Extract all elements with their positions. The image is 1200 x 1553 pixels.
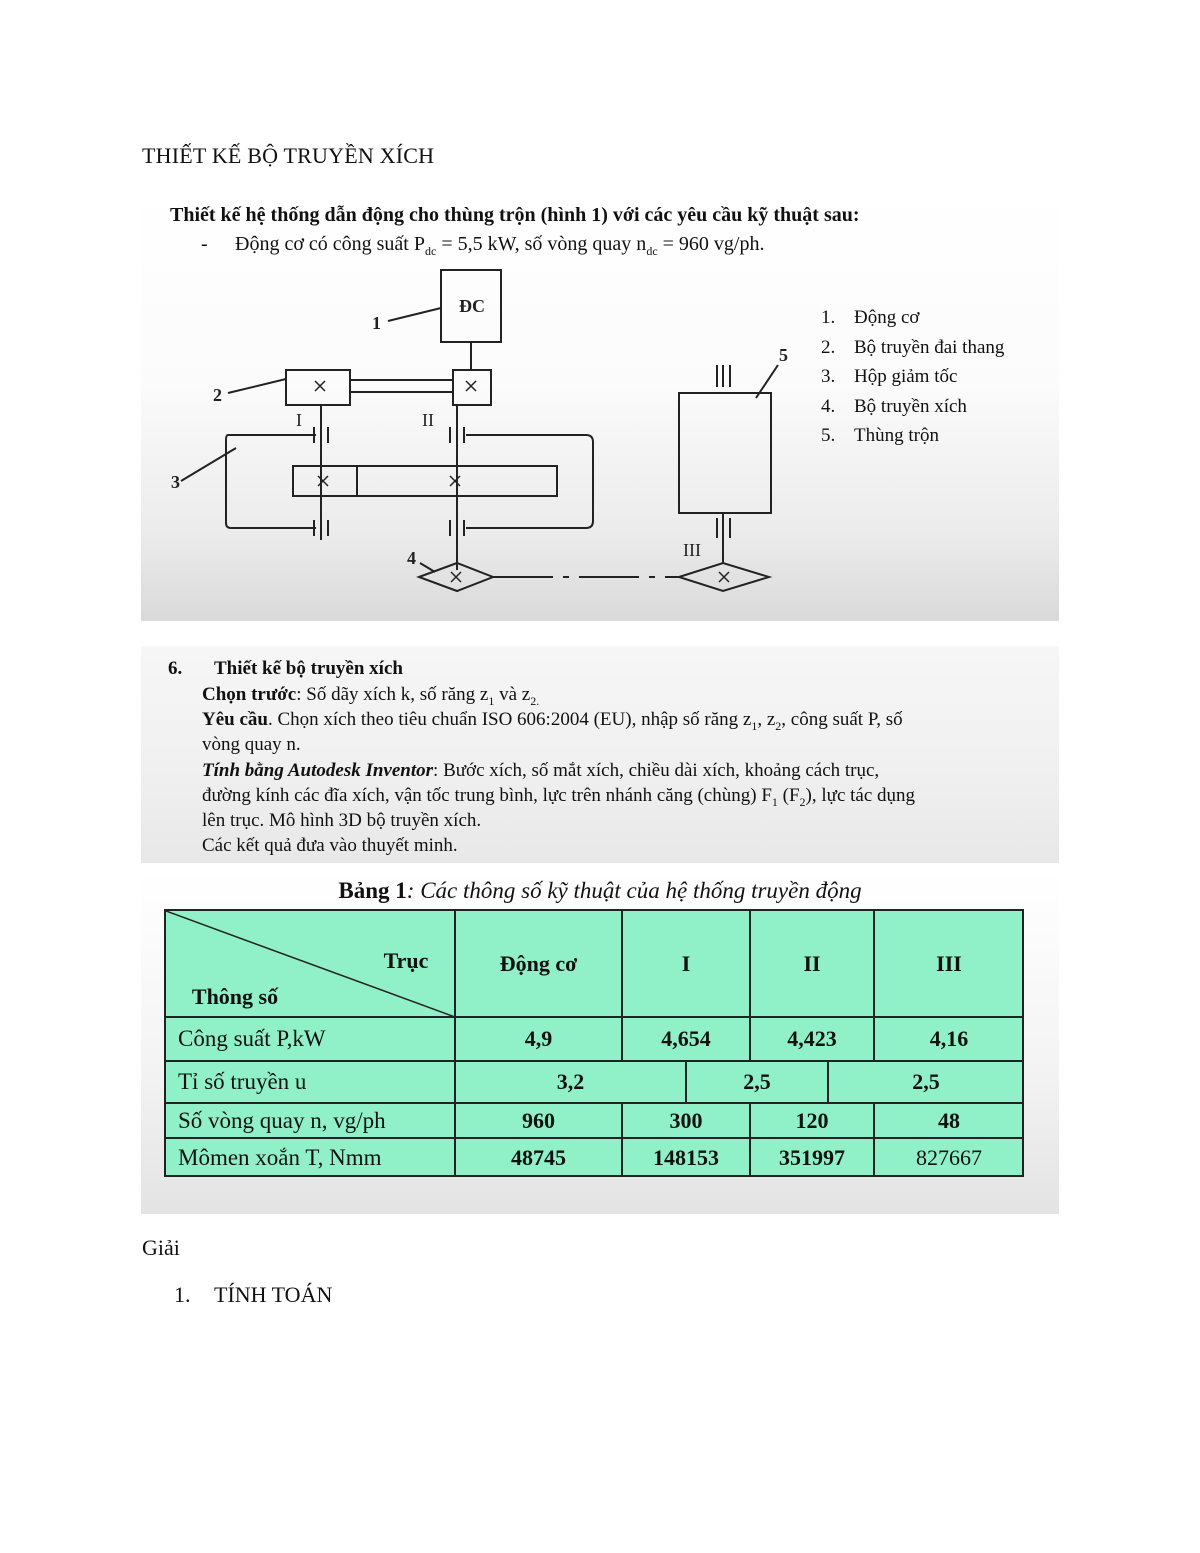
table-cell: 4,654 (661, 1026, 711, 1051)
subscript: 1 (751, 718, 758, 733)
req-text: , công suất P, số (781, 709, 903, 730)
table-cell: 4,9 (524, 1026, 553, 1051)
grid-line (454, 911, 456, 1177)
legend-item (821, 421, 1004, 451)
col-header-motor: Động cơ (499, 951, 578, 976)
row-label-speed: Số vòng quay n, vg/ph (178, 1107, 386, 1133)
table-cell: 960 (522, 1107, 555, 1133)
legend-num: 5. (821, 425, 836, 446)
system-schematic-figure (141, 190, 1059, 621)
req-sub: dc (646, 244, 658, 258)
req-text: = 5,5 kW, số vòng quay n (436, 233, 647, 255)
section-title: TÍNH TOÁN (214, 1282, 333, 1307)
corner-param-label: Thông số (191, 984, 279, 1009)
legend-item (821, 333, 1004, 363)
grid-line (685, 1061, 687, 1103)
results-line: Các kết quả đưa vào thuyết minh. (202, 835, 458, 856)
calc-text: đường kính các đĩa xích, vận tốc trung bình, lực trên nhánh căng (chùng) F (202, 785, 772, 806)
calc-text: (F (777, 785, 800, 806)
table-cell: 4,16 (929, 1026, 969, 1051)
legend-label: Bộ truyền xích (854, 395, 967, 417)
requirement-line-2: vòng quay n. (202, 734, 301, 755)
label-1: 1 (372, 313, 381, 333)
choose-text: : Số dãy xích k, số răng z (296, 684, 489, 705)
solution-label: Giải (142, 1235, 180, 1260)
task-description-figure (141, 646, 1059, 863)
calc-line (202, 760, 879, 782)
table-cell: 827667 (916, 1144, 982, 1170)
legend-label: Hộp giảm tốc (854, 366, 958, 387)
section-heading (174, 1282, 332, 1308)
grid-line (873, 1102, 875, 1177)
requirement-line (202, 709, 903, 734)
calc-label: Tính bằng Autodesk Inventor (202, 760, 434, 781)
leader-1 (388, 308, 441, 321)
legend-label: Động cơ (854, 307, 920, 328)
row-label-torque: Mômen xoắn T, Nmm (178, 1144, 382, 1170)
grid-line (166, 1016, 1024, 1018)
grid-line (621, 911, 623, 1061)
section-number: 1. (174, 1282, 191, 1307)
table-cell: 48745 (511, 1144, 566, 1170)
diagram-legend (821, 303, 1004, 451)
figure-heading: Thiết kế hệ thống dẫn động cho thùng trộn (hình 1) với các yêu cầu kỹ thuật sau: (170, 204, 860, 226)
req-sub: dc (425, 244, 437, 258)
page-title: THIẾT KẾ BỘ TRUYỀN XÍCH (142, 143, 435, 168)
leader-3 (181, 448, 236, 481)
leader-4 (420, 563, 435, 572)
calc-line-2 (202, 785, 915, 810)
choose-text: và z (494, 684, 531, 705)
label-3: 3 (171, 472, 180, 492)
subscript: 2 (775, 718, 782, 733)
grid-line (749, 911, 751, 1061)
gearbox-housing-right (466, 435, 593, 528)
choose-line (202, 684, 539, 709)
legend-item (821, 362, 1004, 392)
col-header-shaft-II: II (803, 951, 821, 976)
grid-line (827, 1061, 829, 1103)
calc-text: : Bước xích, số mắt xích, chiều dài xích, khoảng cách trục, (433, 760, 880, 781)
calc-line-3: lên trục. Mô hình 3D bộ truyền xích. (202, 810, 482, 831)
row-label-power: Công suất P,kW (178, 1026, 326, 1051)
label-4: 4 (407, 548, 416, 568)
legend-item (821, 392, 1004, 422)
req-label: Yêu cầu (202, 709, 268, 730)
legend-item (821, 303, 1004, 333)
subscript: 2. (530, 693, 540, 708)
table-cell: 3,2 (556, 1069, 585, 1094)
legend-num: 1. (821, 307, 836, 328)
parameter-table-figure (141, 872, 1059, 1214)
mixer-drum (679, 393, 771, 513)
subscript: 1 (488, 693, 495, 708)
label-motor: ĐC (459, 296, 485, 316)
label-2: 2 (213, 385, 222, 405)
req-text: , z (757, 709, 776, 730)
subscript: 1 (771, 794, 778, 809)
label-shaft-II: II (422, 410, 434, 430)
gear-pinion (293, 466, 357, 496)
grid-line (873, 911, 875, 1061)
legend-label: Thùng trộn (854, 425, 939, 446)
bullet-dash: - (201, 233, 208, 255)
row-label-ratio: Tỉ số truyền u (178, 1069, 307, 1094)
grid-line (166, 1060, 1024, 1062)
parameter-table (164, 909, 1024, 1177)
corner-shaft-label: Trục (383, 948, 429, 973)
grid-line (166, 1102, 1024, 1104)
grid-line (749, 1102, 751, 1177)
task-number: 6. (168, 658, 183, 679)
choose-label: Chọn trước (202, 684, 297, 705)
caption-label: Bảng 1 (338, 878, 407, 903)
table-caption (141, 878, 1059, 904)
calc-text: ), lực tác dụng (805, 785, 916, 806)
table-cell: 300 (669, 1107, 703, 1133)
col-header-shaft-I: I (681, 951, 691, 976)
grid-line (621, 1102, 623, 1177)
table-cell: 48 (938, 1107, 960, 1133)
req-text: . Chọn xích theo tiêu chuẩn ISO 606:2004 (EU), nhập số răng z (267, 709, 752, 730)
label-shaft-I: I (296, 410, 302, 430)
req-text: = 960 vg/ph. (657, 233, 765, 255)
req-text: Động cơ có công suất P (235, 233, 425, 255)
subscript: 2 (799, 794, 806, 809)
table-cell: 148153 (653, 1144, 719, 1170)
label-5: 5 (779, 345, 788, 365)
leader-2 (228, 379, 286, 393)
table-cell: 2,5 (743, 1069, 771, 1094)
legend-num: 2. (821, 336, 836, 358)
legend-label: Bộ truyền đai thang (854, 336, 1005, 358)
caption-text: : Các thông số kỹ thuật của hệ thống truyền động (406, 878, 862, 903)
task-heading (168, 658, 403, 680)
grid-line (166, 1137, 1024, 1139)
table-cell: 4,423 (787, 1026, 837, 1051)
table-cell: 120 (795, 1107, 829, 1133)
col-header-shaft-III: III (936, 951, 962, 976)
task-title: Thiết kế bộ truyền xích (214, 658, 403, 679)
legend-num: 3. (821, 366, 836, 387)
table-cell: 2,5 (912, 1069, 940, 1094)
label-shaft-III: III (683, 540, 701, 560)
table-cell: 351997 (779, 1144, 845, 1170)
gearbox-housing (226, 435, 316, 528)
legend-num: 4. (821, 395, 836, 417)
